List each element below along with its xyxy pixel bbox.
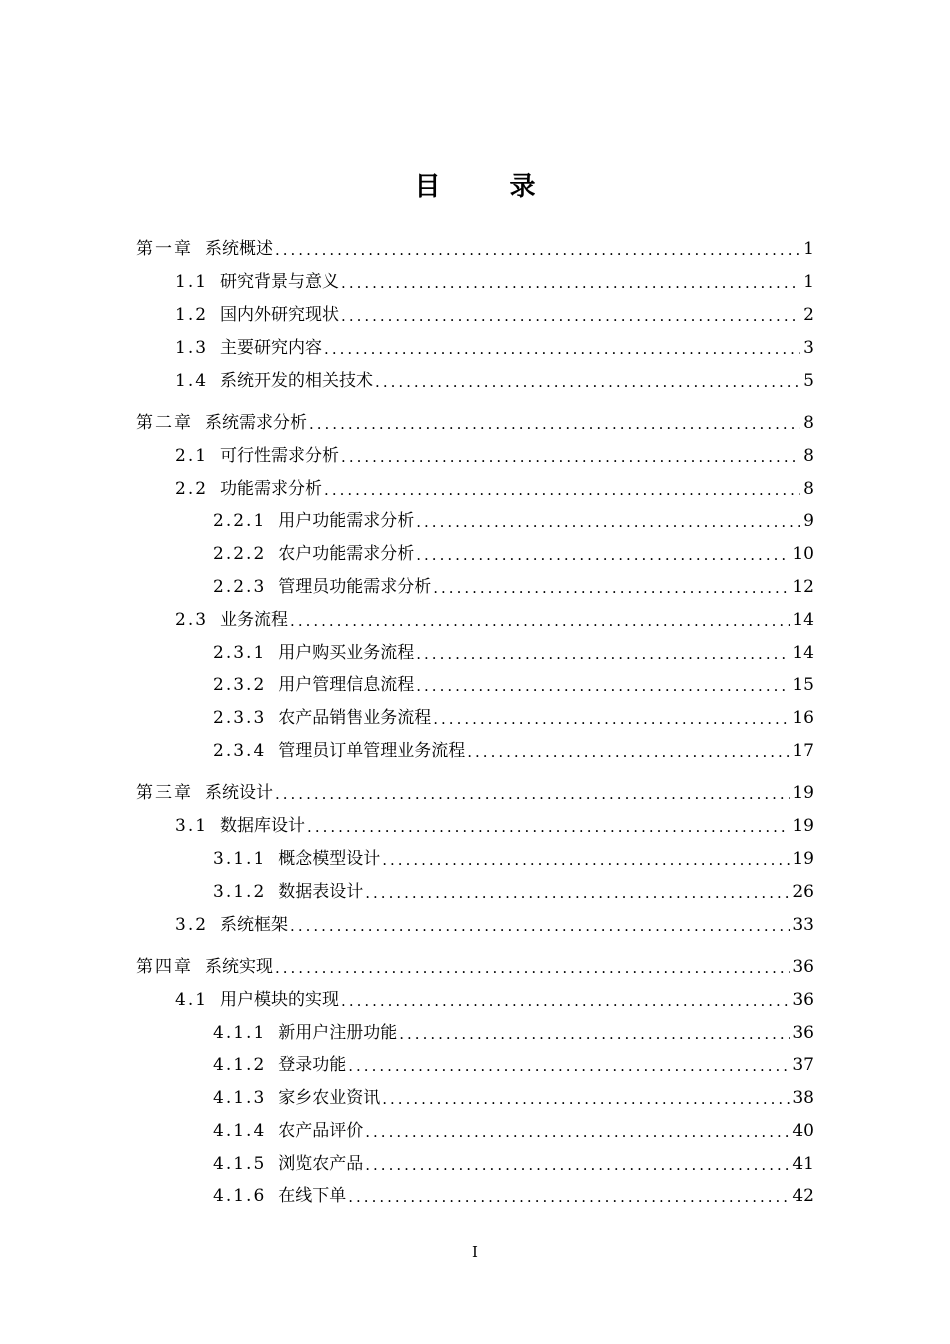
toc-entry-page: 3	[803, 338, 814, 358]
toc-entry-label: 系统框架	[220, 915, 289, 935]
toc-entry-label: 在线下单	[278, 1186, 347, 1206]
toc-dot-leader	[433, 578, 790, 598]
toc-entry-number: 3.1	[175, 816, 209, 836]
toc-entry-page: 19	[792, 849, 814, 869]
toc-entry-label: 用户功能需求分析	[278, 511, 415, 531]
toc-dot-leader	[341, 991, 790, 1011]
toc-entry[interactable]	[136, 948, 814, 978]
toc-entry[interactable]	[175, 437, 814, 467]
toc-dot-leader	[433, 709, 790, 729]
toc-entry[interactable]	[175, 981, 814, 1011]
toc-entry-label: 农户功能需求分析	[278, 544, 415, 564]
toc-entry[interactable]	[213, 1079, 814, 1109]
toc-entry-page: 37	[792, 1055, 814, 1075]
toc-entry-page: 8	[803, 479, 814, 499]
toc-entry-label: 农产品销售业务流程	[278, 708, 432, 728]
toc-entry[interactable]	[213, 568, 814, 598]
toc-entry-page: 1	[803, 272, 814, 292]
toc-entry-number: 第一章	[136, 239, 193, 259]
toc-entry-number: 2.2	[175, 479, 209, 499]
toc-entry-label: 系统实现	[205, 957, 273, 977]
toc-entry-label: 可行性需求分析	[220, 446, 340, 466]
toc-entry[interactable]	[175, 263, 814, 293]
toc-entry-label: 用户管理信息流程	[278, 675, 415, 695]
toc-entry-page: 36	[792, 990, 814, 1010]
toc-dot-leader	[416, 676, 790, 696]
toc-entry-label: 数据库设计	[220, 816, 306, 836]
toc-dot-leader	[324, 339, 800, 359]
toc-entry-number: 2.2.2	[213, 544, 267, 564]
toc-entry-label: 系统概述	[205, 239, 273, 259]
toc-entry-page: 15	[792, 675, 814, 695]
toc-entry-page: 8	[803, 413, 814, 433]
toc-entry-page: 16	[792, 708, 814, 728]
toc-entry-page: 5	[803, 371, 814, 391]
toc-entry-label: 业务流程	[220, 610, 289, 630]
toc-entry[interactable]	[136, 404, 814, 434]
toc-entry-page: 26	[792, 882, 814, 902]
toc-entry-page: 9	[803, 511, 814, 531]
toc-entry-page: 36	[792, 1023, 814, 1043]
toc-entry[interactable]	[213, 1145, 814, 1175]
toc-dot-leader	[275, 958, 790, 978]
toc-title: 目 录	[414, 172, 566, 202]
toc-entry-number: 第三章	[136, 783, 193, 803]
toc-dot-leader	[348, 1056, 790, 1076]
toc-entry-page: 42	[792, 1186, 814, 1206]
toc-entry-number: 4.1.5	[213, 1154, 267, 1174]
toc-entry[interactable]	[213, 1014, 814, 1044]
toc-entry-label: 登录功能	[278, 1055, 347, 1075]
toc-dot-leader	[307, 817, 790, 837]
toc-entry-page: 38	[792, 1088, 814, 1108]
toc-dot-leader	[382, 1089, 790, 1109]
toc-entry[interactable]	[136, 230, 814, 260]
toc-dot-leader	[399, 1024, 790, 1044]
toc-entry-number: 2.1	[175, 446, 209, 466]
toc-entry-label: 功能需求分析	[220, 479, 323, 499]
toc-dot-leader	[467, 742, 790, 762]
page-number: I	[472, 1243, 478, 1261]
toc-entry[interactable]	[213, 699, 814, 729]
toc-entry-number: 2.2.1	[213, 511, 267, 531]
toc-entry-label: 农产品评价	[278, 1121, 364, 1141]
toc-dot-leader	[341, 306, 800, 326]
toc-dot-leader	[290, 611, 790, 631]
toc-entry[interactable]	[213, 732, 814, 762]
toc-dot-leader	[275, 784, 790, 804]
toc-dot-leader	[341, 447, 800, 467]
toc-entry[interactable]	[213, 634, 814, 664]
toc-entry-page: 2	[803, 305, 814, 325]
toc-entry[interactable]	[175, 906, 814, 936]
toc-entry-label: 新用户注册功能	[278, 1023, 398, 1043]
toc-entry[interactable]	[175, 296, 814, 326]
toc-entry-number: 4.1.3	[213, 1088, 267, 1108]
toc-entry-page: 12	[792, 577, 814, 597]
toc-entry[interactable]	[213, 666, 814, 696]
toc-entry-label: 国内外研究现状	[220, 305, 340, 325]
toc-entry-label: 研究背景与意义	[220, 272, 340, 292]
toc-entry-page: 10	[792, 544, 814, 564]
toc-entry-label: 系统开发的相关技术	[220, 371, 374, 391]
toc-entry-page: 33	[792, 915, 814, 935]
toc-dot-leader	[341, 273, 800, 293]
toc-entry-number: 2.3.1	[213, 643, 267, 663]
toc-entry[interactable]	[175, 329, 814, 359]
toc-entry-number: 3.1.1	[213, 849, 267, 869]
toc-entry-label: 浏览农产品	[278, 1154, 364, 1174]
toc-entry-number: 1.2	[175, 305, 209, 325]
toc-entry-page: 41	[792, 1154, 814, 1174]
toc-entry-number: 3.1.2	[213, 882, 267, 902]
toc-entry-label: 管理员功能需求分析	[278, 577, 432, 597]
toc-entry-page: 8	[803, 446, 814, 466]
toc-dot-leader	[324, 480, 800, 500]
toc-entry-page: 19	[792, 783, 814, 803]
toc-entry-number: 4.1.6	[213, 1186, 267, 1206]
toc-entry-number: 1.1	[175, 272, 209, 292]
toc-dot-leader	[382, 850, 790, 870]
toc-entry-label: 系统需求分析	[205, 413, 307, 433]
toc-entry-label: 用户模块的实现	[220, 990, 340, 1010]
toc-entry-number: 第二章	[136, 413, 193, 433]
toc-entry-page: 40	[792, 1121, 814, 1141]
toc-entry-label: 家乡农业资讯	[278, 1088, 381, 1108]
toc-entry[interactable]	[175, 807, 814, 837]
toc-entry[interactable]	[175, 362, 814, 392]
toc-entry[interactable]	[213, 502, 814, 532]
toc-entry-page: 1	[803, 239, 814, 259]
toc-entry-number: 2.3.4	[213, 741, 267, 761]
toc-entry[interactable]	[213, 1177, 814, 1207]
toc-entry[interactable]	[175, 601, 814, 631]
toc-dot-leader	[365, 1122, 790, 1142]
toc-entry-number: 4.1.4	[213, 1121, 267, 1141]
toc-dot-leader	[375, 372, 800, 392]
toc-entry-label: 数据表设计	[278, 882, 364, 902]
toc-entry-number: 1.4	[175, 371, 209, 391]
toc-entry[interactable]	[213, 1046, 814, 1076]
toc-entry-number: 4.1.1	[213, 1023, 267, 1043]
toc-entry-label: 概念模型设计	[278, 849, 381, 869]
toc-entry-label: 主要研究内容	[220, 338, 323, 358]
toc-dot-leader	[290, 916, 790, 936]
toc-entry-label: 管理员订单管理业务流程	[278, 741, 466, 761]
toc-dot-leader	[275, 240, 800, 260]
toc-dot-leader	[365, 883, 790, 903]
toc-entry-page: 17	[792, 741, 814, 761]
toc-entry-page: 19	[792, 816, 814, 836]
toc-dot-leader	[416, 512, 800, 532]
toc-entry[interactable]	[213, 1112, 814, 1142]
toc-entry-number: 2.3.3	[213, 708, 267, 728]
toc-dot-leader	[348, 1187, 790, 1207]
toc-dot-leader	[416, 644, 790, 664]
toc-entry-number: 第四章	[136, 957, 193, 977]
toc-entry-page: 36	[792, 957, 814, 977]
toc-entry-label: 系统设计	[205, 783, 273, 803]
toc-entry-number: 2.3	[175, 610, 209, 630]
toc-entry-number: 4.1.2	[213, 1055, 267, 1075]
toc-entry[interactable]	[213, 535, 814, 565]
toc-entry-page: 14	[792, 643, 814, 663]
toc-entry-number: 2.2.3	[213, 577, 267, 597]
toc-entry-number: 2.3.2	[213, 675, 267, 695]
toc-entry[interactable]	[213, 840, 814, 870]
toc-entry-label: 用户购买业务流程	[278, 643, 415, 663]
toc-entry-page: 14	[792, 610, 814, 630]
toc-entry[interactable]	[175, 470, 814, 500]
toc-entry-number: 1.3	[175, 338, 209, 358]
toc-dot-leader	[365, 1155, 790, 1175]
toc-dot-leader	[416, 545, 790, 565]
toc-entry-number: 3.2	[175, 915, 209, 935]
toc-dot-leader	[309, 414, 800, 434]
toc-entry[interactable]	[213, 873, 814, 903]
toc-entry-number: 4.1	[175, 990, 209, 1010]
toc-entry[interactable]	[136, 774, 814, 804]
